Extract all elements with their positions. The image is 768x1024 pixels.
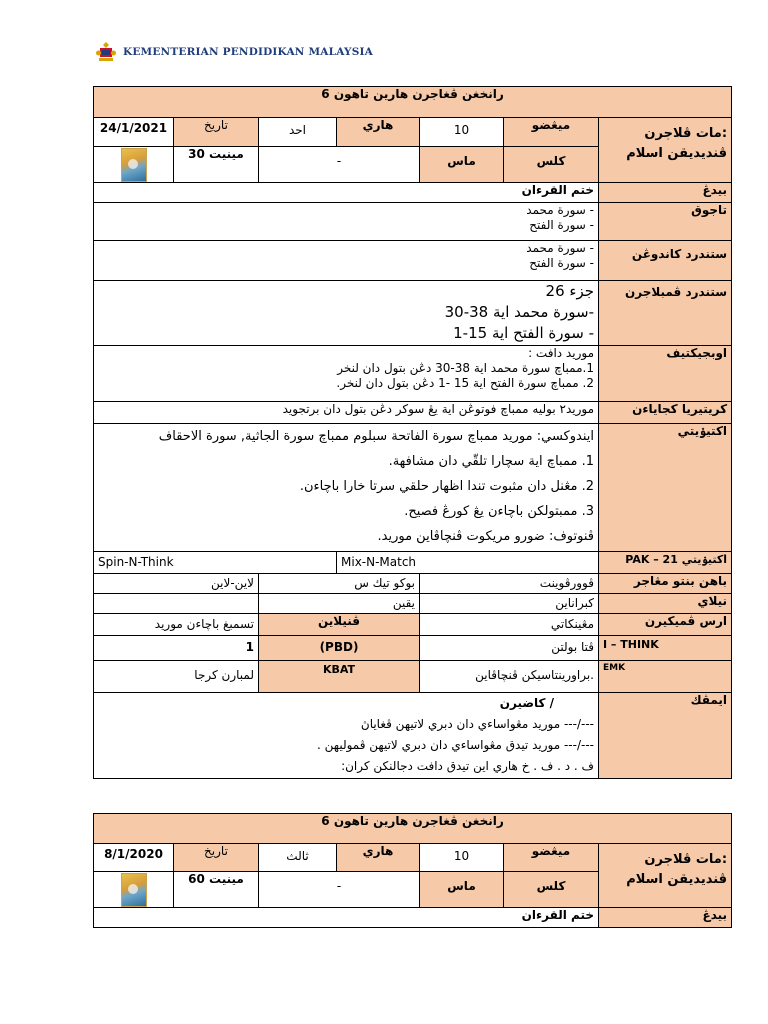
activity-line: 3. ممبتولكن باچاءن يڠ كورڠ فصيح. <box>404 504 594 519</box>
emk-label: EMK <box>599 661 732 693</box>
topic-value <box>94 203 599 241</box>
duration-value: 60 <box>188 872 205 886</box>
time-value: - <box>259 872 420 908</box>
plan-title: رانخغن ڤغاجرن هارين تاهون 6 <box>94 87 732 118</box>
duration-label: مينيت <box>209 147 244 161</box>
ithink-label: I – THINK <box>599 636 732 661</box>
day-value: احد <box>259 118 337 147</box>
pak21-activity-a: Spin-N-Think <box>94 552 337 574</box>
objective-line: 2. ممباچ سورة الفتح اية 15 -1 دڠن بتول دان لنخر. <box>336 376 594 390</box>
topic-line: - سورة محمد <box>526 203 594 217</box>
date-label: تاريخ <box>174 118 259 147</box>
emk-a: .براورينتاسيكن ڤنچاڤاين <box>420 661 599 693</box>
time-label: ماس <box>420 147 504 183</box>
topic-label: تاجوق <box>599 203 732 241</box>
date-value: 8/1/2020 <box>94 844 174 872</box>
learning-standard-value <box>94 281 599 346</box>
textbook-icon <box>121 148 147 182</box>
materials-b: بوكو تيك س <box>259 574 420 594</box>
values-b: يقين <box>259 594 420 614</box>
day-value: ثالث <box>259 844 337 872</box>
content-standard-line: - سورة محمد <box>526 241 594 255</box>
thinking-c: تسمبغ باچاءن موريد <box>94 614 259 636</box>
impact-label: ايمڤك <box>599 693 732 779</box>
time-value: - <box>259 147 420 183</box>
lesson-plan-table-1 <box>93 86 732 779</box>
impact-value <box>94 693 599 779</box>
values-empty <box>94 594 259 614</box>
values-a: كبراناين <box>420 594 599 614</box>
criteria-label: كريتيريا كجاياءن <box>599 402 732 424</box>
field-value: ختم القرءان <box>94 183 599 203</box>
subject-value: ڤنديديقن اسلام <box>626 146 728 161</box>
day-label: هاري <box>337 118 420 147</box>
materials-a: ڤوورڤوينت <box>420 574 599 594</box>
date-value: 24/1/2021 <box>94 118 174 147</box>
impact-line: ---/--- موريد تيدق مڠواساءي دان دبري لاتيهن ڤموليهن . <box>317 738 594 752</box>
objective-label: اوبجيكتيف <box>599 346 732 402</box>
thinking-b: ڤنيلاين <box>259 614 420 636</box>
time-label: ماس <box>420 872 504 908</box>
class-label: كلس <box>504 872 599 908</box>
activity-value <box>94 424 599 552</box>
criteria-value: موريد٢ بوليه ممباچ فوتوڠن اية يڠ سوكر دڠن بتول دان برتجويد <box>94 402 599 424</box>
activity-line: 1. ممباچ اية سچارا تلقّي دان مشافهة. <box>388 454 594 469</box>
materials-label: باهن بنتو مڠاجر <box>599 574 732 594</box>
materials-c: لاين-لاين <box>94 574 259 594</box>
lesson-plan-table-2 <box>93 813 732 928</box>
field-label: بيدڠ <box>599 908 732 928</box>
emk-b: KBAT <box>259 661 420 693</box>
learning-standard-line: - سورة الفتح اية 15-1 <box>453 324 594 342</box>
subject-cell <box>599 118 732 183</box>
subject-value: ڤنديديقن اسلام <box>626 872 728 887</box>
pak21-activity-b: Mix-N-Match <box>337 552 599 574</box>
field-label: بيدڠ <box>599 183 732 203</box>
week-value: 10 <box>420 118 504 147</box>
week-label: ميڠضو <box>504 844 599 872</box>
field-value: ختم القرءان <box>94 908 599 928</box>
values-label: نيلاي <box>599 594 732 614</box>
objective-line: موريد دافت : <box>528 346 594 360</box>
activity-line: 2. مڠنل دان مثبوت تندا اظهار حلقي سرتا خارا باچاءن. <box>299 479 594 494</box>
date-label: تاريخ <box>174 844 259 872</box>
topic-line: - سورة الفتح <box>529 218 594 232</box>
duration-cell <box>174 872 259 908</box>
impact-line: ---/--- موريد مڠواساءي دان دبري لاتيهن ڤغاياڽ <box>360 717 594 731</box>
activity-line: ڤنوتوف: ضورو مريكوت ڤنچاڤاين موريد. <box>377 529 594 544</box>
duration-label: مينيت <box>209 872 244 886</box>
week-value: 10 <box>420 844 504 872</box>
class-label: كلس <box>504 147 599 183</box>
textbook-cell <box>94 872 174 908</box>
subject-cell <box>599 844 732 908</box>
content-standard-value <box>94 241 599 281</box>
impact-line: ف . د . ف . خ هاري اين تيدق دافت دجالنكن كران: <box>341 759 594 773</box>
duration-cell <box>174 147 259 183</box>
activity-line: ايندوكسي: موريد ممباچ سورة الفاتحة سبلوم ممباچ سورة الجاثية, سورة الاحقاف <box>158 429 594 444</box>
ithink-c: 1 <box>94 636 259 661</box>
plan-title: رانخغن ڤغاجرن هارين تاهون 6 <box>94 814 732 844</box>
ministry-name: KEMENTERIAN PENDIDIKAN MALAYSIA <box>123 46 373 58</box>
learning-standard-label: ستندرد ڤمبلاجرن <box>599 281 732 346</box>
activity-label: اكتيۏيتي <box>599 424 732 552</box>
pak21-label: اكتيۏيتي PAK – 21 <box>599 552 732 574</box>
ithink-a: ڤتا بولتن <box>420 636 599 661</box>
content-standard-line: - سورة الفتح <box>529 256 594 270</box>
textbook-cell <box>94 147 174 183</box>
impact-line: / كاضيرن <box>499 696 554 710</box>
learning-standard-line: -سورة محمد اية 38-30 <box>444 303 594 321</box>
content-standard-label: ستندرد کاندوڠن <box>599 241 732 281</box>
learning-standard-line: جزء 26 <box>545 282 594 300</box>
thinking-label: ارس ڤميكيرن <box>599 614 732 636</box>
subject-label: :مات ڤلاجرن <box>644 126 728 141</box>
textbook-icon <box>121 873 147 907</box>
week-label: ميڠضو <box>504 118 599 147</box>
ithink-b: (PBD) <box>259 636 420 661</box>
ministry-header <box>95 40 373 64</box>
duration-value: 30 <box>188 147 205 161</box>
objective-value <box>94 346 599 402</box>
subject-label: :مات ڤلاجرن <box>644 852 728 867</box>
malaysia-crest-icon <box>95 41 117 63</box>
objective-line: 1.ممباچ سورة محمد اية 38-30 دڠن بتول دان لنخر <box>337 361 594 375</box>
thinking-a: مڠينكاتي <box>420 614 599 636</box>
day-label: هاري <box>337 844 420 872</box>
emk-c: لمبارن كرجا <box>94 661 259 693</box>
